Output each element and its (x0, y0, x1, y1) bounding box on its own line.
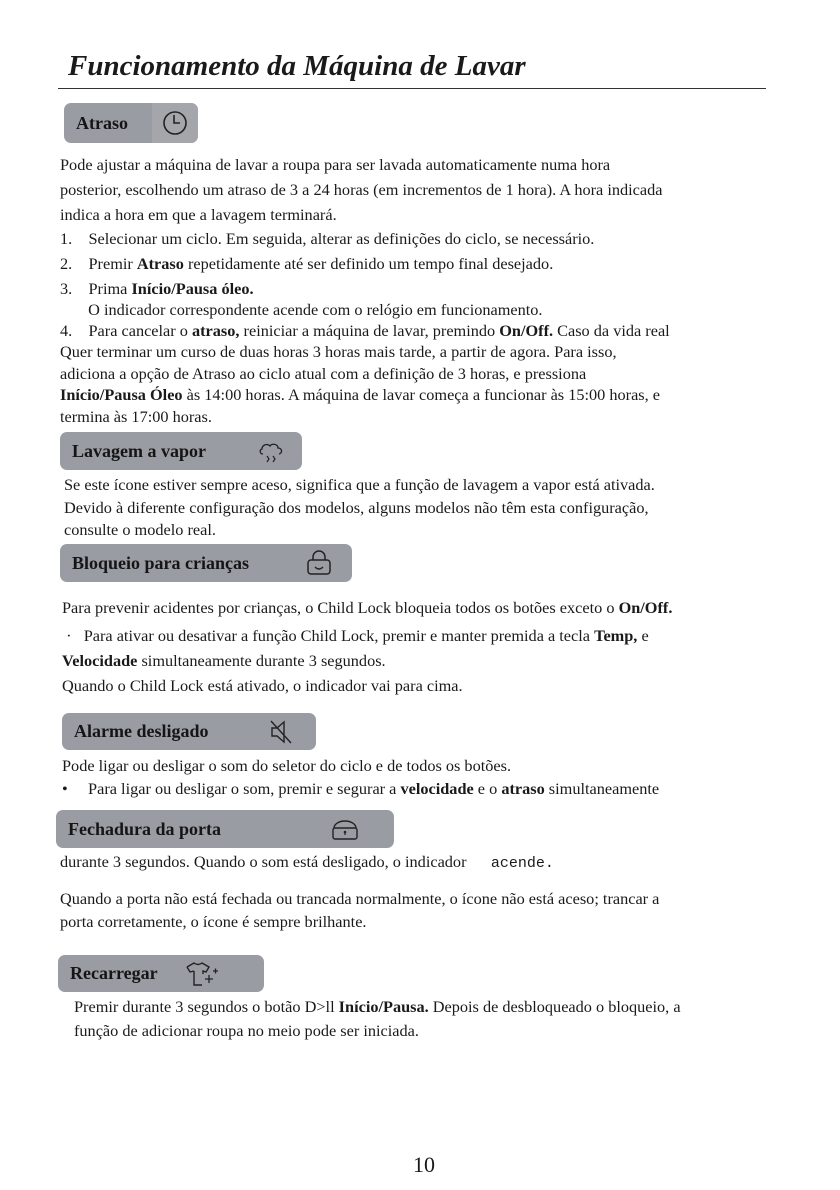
section-heading-fechadura-da-porta (56, 810, 394, 848)
text-segment: Caso da vida real (553, 321, 670, 340)
text-segment: · Para ativar ou desativar a função Child Lock, premir e manter premida a tecla (62, 626, 595, 645)
add-garment-icon (172, 955, 232, 992)
text-segment: repetidamente até ser definido um tempo final desejado. (183, 254, 554, 273)
text-line (60, 889, 659, 909)
text-segment: Devido à diferente configuração dos modelos, alguns modelos não têm esta configuração, (64, 498, 649, 517)
bold-text: atraso, (192, 321, 240, 340)
text-segment: Se este ícone estiver sempre aceso, significa que a função de lavagem a vapor está ativada. (64, 475, 655, 494)
heading-label: Recarregar (70, 963, 158, 983)
section-heading-bloqueio-para-criancas (60, 544, 352, 582)
text-segment: porta corretamente, o ícone é sempre brilhante. (60, 912, 367, 931)
text-line (62, 676, 463, 696)
text-segment: 2. Premir (60, 254, 137, 273)
text-line (60, 205, 337, 225)
text-segment: Pode ajustar a máquina de lavar a roupa para ser lavada automaticamente numa hora (60, 155, 611, 174)
bold-text: Velocidade (62, 651, 138, 670)
text-line (64, 520, 216, 540)
text-segment: acende. (490, 855, 554, 872)
text-line (60, 852, 554, 874)
text-segment: posterior, escolhendo um atraso de 3 a 24 horas (em incrementos de 1 hora). A hora indicada (60, 180, 663, 199)
text-line (64, 498, 649, 518)
text-line (60, 180, 662, 200)
text-segment: • Para ligar ou desligar o som, premir e segurar a (62, 779, 401, 798)
bold-text: Temp, (594, 626, 638, 645)
text-segment: às 14:00 horas. A máquina de lavar começa a funcionar às 15:00 horas, e (182, 385, 661, 404)
text-segment: Depois de desbloqueado o bloqueio, a (428, 997, 681, 1016)
page-number: 10 (413, 1152, 435, 1177)
text-line (60, 155, 610, 175)
door-lock-icon (322, 810, 368, 848)
bold-text: Atraso (136, 254, 184, 273)
bold-text: velocidade (400, 779, 474, 798)
text-segment: simultaneamente (544, 779, 660, 798)
heading-label: Lavagem a vapor (72, 440, 206, 461)
text-segment: simultaneamente durante 3 segundos. (137, 651, 386, 670)
section-heading-atraso (64, 103, 198, 143)
text-segment: durante 3 segundos. Quando o som está desligado, o indicador (60, 852, 491, 871)
text-segment: Premir durante 3 segundos o botão D>ll (74, 997, 339, 1016)
heading-label: Fechadura da porta (68, 818, 221, 839)
text-segment: e o (473, 779, 502, 798)
text-segment: indica a hora em que a lavagem terminará. (60, 205, 337, 224)
heading-label: Alarme desligado (74, 721, 209, 741)
text-line (74, 997, 681, 1017)
text-line (74, 1021, 419, 1041)
text-line (60, 364, 586, 384)
clock-icon (152, 103, 198, 143)
text-line (60, 385, 660, 405)
heading-label: Bloqueio para crianças (72, 552, 250, 573)
text-segment: 3. Prima (60, 279, 132, 298)
text-line (80, 300, 543, 320)
text-segment: função de adicionar roupa no meio pode ser iniciada. (74, 1021, 419, 1040)
text-segment: 1. Selecionar um ciclo. Em seguida, alterar as definições do ciclo, se necessário. (60, 229, 595, 248)
child-lock-icon (294, 544, 344, 582)
bold-text: Início/Pausa. (338, 997, 429, 1016)
list-item (60, 229, 594, 249)
text-segment: Pode ligar ou desligar o som do seletor do ciclo e de todos os botões. (62, 756, 512, 775)
text-segment: e (637, 626, 649, 645)
text-line (62, 598, 672, 618)
bold-text: Início/Pausa Óleo (60, 385, 183, 404)
list-item (62, 626, 649, 646)
text-line (62, 651, 386, 671)
text-segment: reiniciar a máquina de lavar, premindo (239, 321, 500, 340)
text-segment: Quando a porta não está fechada ou trancada normalmente, o ícone não está aceso; trancar a (60, 889, 660, 908)
text-segment: Para prevenir acidentes por crianças, o Child Lock bloqueia todos os botões exceto o (62, 598, 619, 617)
bold-text: On/Off. (618, 598, 673, 617)
list-item (60, 254, 553, 274)
page-title: Funcionamento da Máquina de Lavar (68, 50, 526, 82)
text-line (64, 475, 655, 495)
steam-icon (250, 432, 294, 470)
text-segment: termina às 17:00 horas. (60, 407, 212, 426)
text-segment: adiciona a opção de Atraso ao ciclo atual com a definição de 3 horas, e pressiona (60, 364, 587, 383)
heading-label: Atraso (76, 112, 128, 133)
bold-text: atraso (501, 779, 545, 798)
bold-text: Início/Pausa óleo. (131, 279, 254, 298)
text-line (60, 912, 367, 932)
section-heading-lavagem-a-vapor (60, 432, 302, 470)
text-segment: Quando o Child Lock está ativado, o indicador vai para cima. (62, 676, 463, 695)
text-segment: 4. Para cancelar o (60, 321, 192, 340)
text-line (60, 342, 617, 362)
bold-text: On/Off. (499, 321, 554, 340)
text-line (62, 756, 511, 776)
section-heading-recarregar (58, 955, 264, 992)
text-segment: consulte o modelo real. (64, 520, 216, 539)
list-item (62, 779, 659, 799)
text-segment: Quer terminar um curso de duas horas 3 horas mais tarde, a partir de agora. Para isso, (60, 342, 617, 361)
list-item (60, 279, 254, 299)
text-segment: O indicador correspondente acende com o relógio em funcionamento. (80, 300, 543, 319)
list-item (60, 321, 670, 341)
section-heading-alarme-desligado (62, 713, 316, 750)
title-divider (58, 88, 766, 89)
mute-icon (258, 713, 304, 750)
text-line (60, 407, 212, 427)
